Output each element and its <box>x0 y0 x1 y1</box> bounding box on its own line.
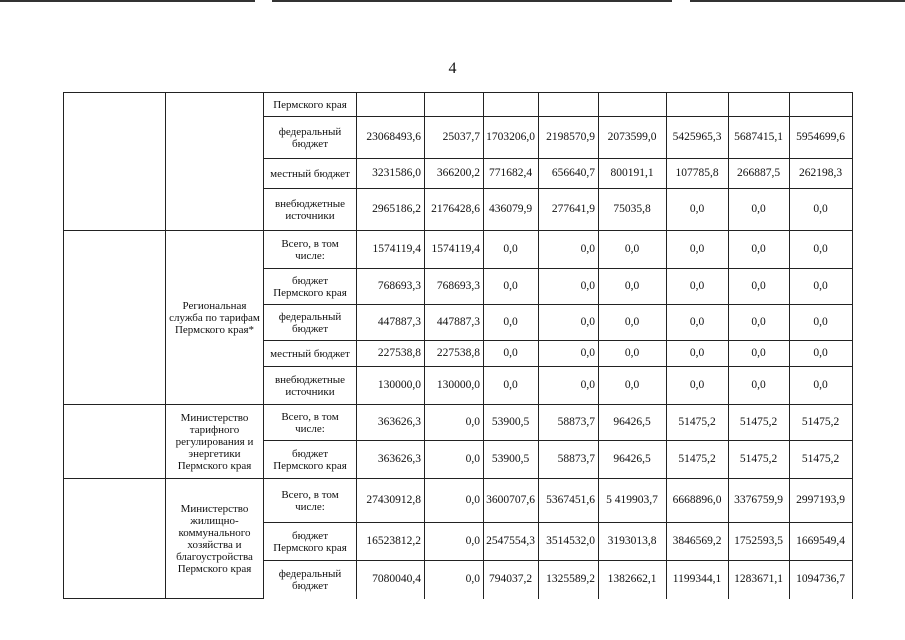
value-cell: 3231586,0 <box>357 159 425 189</box>
value-cell: 0,0 <box>425 561 484 599</box>
organization-cell <box>166 93 264 231</box>
value-cell: 1283671,1 <box>729 561 790 599</box>
value-cell: 53900,5 <box>484 441 539 479</box>
funding-source-cell: местный бюджет <box>264 159 357 189</box>
funding-source-cell: внебюджетные источники <box>264 367 357 405</box>
value-cell: 0,0 <box>599 367 667 405</box>
value-cell <box>599 93 667 117</box>
value-cell: 23068493,6 <box>357 117 425 159</box>
value-cell: 0,0 <box>790 269 853 305</box>
value-cell: 0,0 <box>539 305 599 341</box>
value-cell: 0,0 <box>599 231 667 269</box>
value-cell: 0,0 <box>790 305 853 341</box>
value-cell: 800191,1 <box>599 159 667 189</box>
value-cell: 0,0 <box>729 305 790 341</box>
value-cell <box>357 93 425 117</box>
value-cell: 447887,3 <box>425 305 484 341</box>
table-row <box>64 231 853 269</box>
value-cell <box>729 93 790 117</box>
value-cell: 5425965,3 <box>667 117 729 159</box>
value-cell: 2965186,2 <box>357 189 425 231</box>
value-cell: 0,0 <box>539 269 599 305</box>
value-cell: 3514532,0 <box>539 523 599 561</box>
top-rule-middle <box>272 0 672 2</box>
value-cell: 130000,0 <box>357 367 425 405</box>
value-cell: 130000,0 <box>425 367 484 405</box>
value-cell: 0,0 <box>729 189 790 231</box>
value-cell: 2547554,3 <box>484 523 539 561</box>
value-cell: 1669549,4 <box>790 523 853 561</box>
value-cell: 768693,3 <box>425 269 484 305</box>
value-cell: 447887,3 <box>357 305 425 341</box>
value-cell: 2176428,6 <box>425 189 484 231</box>
value-cell: 5687415,1 <box>729 117 790 159</box>
funding-source-cell: Всего, в том числе: <box>264 231 357 269</box>
value-cell: 0,0 <box>539 341 599 367</box>
value-cell: 51475,2 <box>667 441 729 479</box>
value-cell: 51475,2 <box>729 405 790 441</box>
empty-cell <box>64 93 166 231</box>
table-row <box>64 405 853 441</box>
budget-table <box>63 92 853 599</box>
value-cell: 0,0 <box>484 231 539 269</box>
value-cell: 0,0 <box>484 341 539 367</box>
value-cell: 1094736,7 <box>790 561 853 599</box>
value-cell: 2997193,9 <box>790 479 853 523</box>
value-cell: 3600707,6 <box>484 479 539 523</box>
value-cell: 3193013,8 <box>599 523 667 561</box>
value-cell: 75035,8 <box>599 189 667 231</box>
value-cell <box>425 93 484 117</box>
funding-source-cell: местный бюджет <box>264 341 357 367</box>
value-cell: 0,0 <box>790 189 853 231</box>
value-cell: 771682,4 <box>484 159 539 189</box>
value-cell: 0,0 <box>484 269 539 305</box>
value-cell: 0,0 <box>425 523 484 561</box>
value-cell: 2073599,0 <box>599 117 667 159</box>
value-cell: 25037,7 <box>425 117 484 159</box>
top-rule-left <box>0 0 255 2</box>
organization-cell: Министерство жилищно-коммунального хозяйства и благоустройства Пермского края <box>166 479 264 599</box>
value-cell: 3846569,2 <box>667 523 729 561</box>
value-cell: 266887,5 <box>729 159 790 189</box>
value-cell: 0,0 <box>729 341 790 367</box>
value-cell: 366200,2 <box>425 159 484 189</box>
value-cell: 51475,2 <box>667 405 729 441</box>
funding-source-cell: Всего, в том числе: <box>264 405 357 441</box>
value-cell: 0,0 <box>790 367 853 405</box>
value-cell <box>484 93 539 117</box>
value-cell: 0,0 <box>425 441 484 479</box>
value-cell <box>667 93 729 117</box>
value-cell: 5954699,6 <box>790 117 853 159</box>
value-cell: 5 419903,7 <box>599 479 667 523</box>
funding-source-cell: бюджет Пермского края <box>264 523 357 561</box>
value-cell: 0,0 <box>425 479 484 523</box>
value-cell: 16523812,2 <box>357 523 425 561</box>
value-cell: 363626,3 <box>357 405 425 441</box>
value-cell: 6668896,0 <box>667 479 729 523</box>
value-cell: 656640,7 <box>539 159 599 189</box>
value-cell: 58873,7 <box>539 441 599 479</box>
value-cell: 1752593,5 <box>729 523 790 561</box>
value-cell: 794037,2 <box>484 561 539 599</box>
value-cell: 0,0 <box>667 305 729 341</box>
value-cell <box>539 93 599 117</box>
value-cell: 96426,5 <box>599 441 667 479</box>
funding-source-cell: бюджет Пермского края <box>264 441 357 479</box>
organization-cell: Региональная служба по тарифам Пермского края* <box>166 231 264 405</box>
value-cell: 0,0 <box>599 269 667 305</box>
value-cell: 1574119,4 <box>425 231 484 269</box>
value-cell: 51475,2 <box>790 441 853 479</box>
value-cell: 227538,8 <box>425 341 484 367</box>
funding-source-cell: федеральный бюджет <box>264 117 357 159</box>
value-cell: 2198570,9 <box>539 117 599 159</box>
value-cell: 0,0 <box>484 367 539 405</box>
empty-cell <box>64 405 166 479</box>
value-cell: 1199344,1 <box>667 561 729 599</box>
funding-source-cell: Пермского края <box>264 93 357 117</box>
value-cell: 1325589,2 <box>539 561 599 599</box>
organization-cell: Министерство тарифного регулирования и энергетики Пермского края <box>166 405 264 479</box>
value-cell: 58873,7 <box>539 405 599 441</box>
value-cell: 0,0 <box>425 405 484 441</box>
value-cell: 27430912,8 <box>357 479 425 523</box>
funding-source-cell: федеральный бюджет <box>264 305 357 341</box>
value-cell: 768693,3 <box>357 269 425 305</box>
empty-cell <box>64 231 166 405</box>
value-cell: 0,0 <box>667 231 729 269</box>
value-cell: 7080040,4 <box>357 561 425 599</box>
value-cell: 1703206,0 <box>484 117 539 159</box>
value-cell: 0,0 <box>539 231 599 269</box>
value-cell: 0,0 <box>790 341 853 367</box>
table-body <box>64 93 853 599</box>
value-cell: 277641,9 <box>539 189 599 231</box>
value-cell: 0,0 <box>729 269 790 305</box>
value-cell: 0,0 <box>667 189 729 231</box>
value-cell: 227538,8 <box>357 341 425 367</box>
value-cell: 0,0 <box>667 367 729 405</box>
value-cell: 436079,9 <box>484 189 539 231</box>
value-cell: 363626,3 <box>357 441 425 479</box>
funding-source-cell: Всего, в том числе: <box>264 479 357 523</box>
value-cell: 5367451,6 <box>539 479 599 523</box>
table-row <box>64 479 853 523</box>
value-cell: 51475,2 <box>729 441 790 479</box>
table-row <box>64 93 853 117</box>
funding-source-cell: федеральный бюджет <box>264 561 357 599</box>
top-rule-right <box>690 0 905 2</box>
value-cell: 0,0 <box>667 269 729 305</box>
value-cell: 3376759,9 <box>729 479 790 523</box>
empty-cell <box>64 479 166 599</box>
value-cell: 0,0 <box>667 341 729 367</box>
value-cell: 96426,5 <box>599 405 667 441</box>
value-cell: 0,0 <box>599 305 667 341</box>
funding-source-cell: бюджет Пермского края <box>264 269 357 305</box>
funding-source-cell: внебюджетные источники <box>264 189 357 231</box>
value-cell: 107785,8 <box>667 159 729 189</box>
value-cell: 0,0 <box>484 305 539 341</box>
value-cell: 0,0 <box>599 341 667 367</box>
page-number: 4 <box>448 60 457 77</box>
value-cell: 1574119,4 <box>357 231 425 269</box>
value-cell: 0,0 <box>539 367 599 405</box>
value-cell: 0,0 <box>729 367 790 405</box>
value-cell: 51475,2 <box>790 405 853 441</box>
value-cell: 0,0 <box>790 231 853 269</box>
value-cell <box>790 93 853 117</box>
value-cell: 262198,3 <box>790 159 853 189</box>
value-cell: 1382662,1 <box>599 561 667 599</box>
value-cell: 0,0 <box>729 231 790 269</box>
value-cell: 53900,5 <box>484 405 539 441</box>
